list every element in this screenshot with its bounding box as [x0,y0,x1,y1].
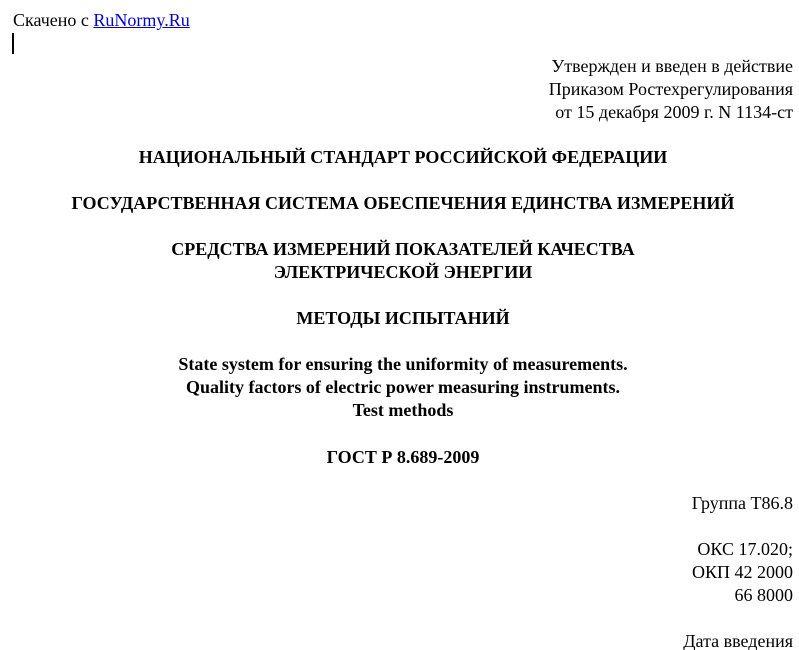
document-title [0,238,799,284]
intro-date-label: Дата введения [683,631,793,650]
approval-line-2: Приказом Ростехрегулирования [548,79,793,99]
national-standard-heading: НАЦИОНАЛЬНЫЙ СТАНДАРТ РОССИЙСКОЙ ФЕДЕРАЦИИ [138,147,668,167]
approval-line-1: Утвержден и введен в действие [551,56,793,76]
approval-block [549,55,793,124]
okp-code-line-1: ОКП 42 2000 [691,562,793,582]
methods-heading: МЕТОДЫ ИСПЫТАНИЙ [296,308,510,328]
approval-line-3: от 15 декабря 2009 г. N 1134-ст [555,102,793,122]
state-system-heading: ГОСУДАРСТВЕННАЯ СИСТЕМА ОБЕСПЕЧЕНИЯ ЕДИНСТВА ИЗМЕРЕНИЙ [71,193,735,213]
english-title-line-1: State system for ensuring the uniformity of measurements. [178,354,628,374]
english-title [0,353,799,422]
classification-codes [692,538,793,607]
source-line [13,9,190,32]
text-caret [12,33,14,54]
source-link[interactable]: RuNormy.Ru [93,10,190,30]
source-prefix: Скачено с [13,10,94,30]
english-title-line-3: Test methods [352,400,454,420]
okp-code-line-2: 66 8000 [734,585,793,605]
oks-code: ОКС 17.020; [697,539,793,559]
english-title-line-2: Quality factors of electric power measuring instruments. [185,377,621,397]
group-code: Группа Т86.8 [691,493,793,513]
document-title-line-1: СРЕДСТВА ИЗМЕРЕНИЙ ПОКАЗАТЕЛЕЙ КАЧЕСТВА [171,239,635,259]
gost-code: ГОСТ Р 8.689-2009 [326,447,480,467]
document-title-line-2: ЭЛЕКТРИЧЕСКОЙ ЭНЕРГИИ [273,262,533,282]
